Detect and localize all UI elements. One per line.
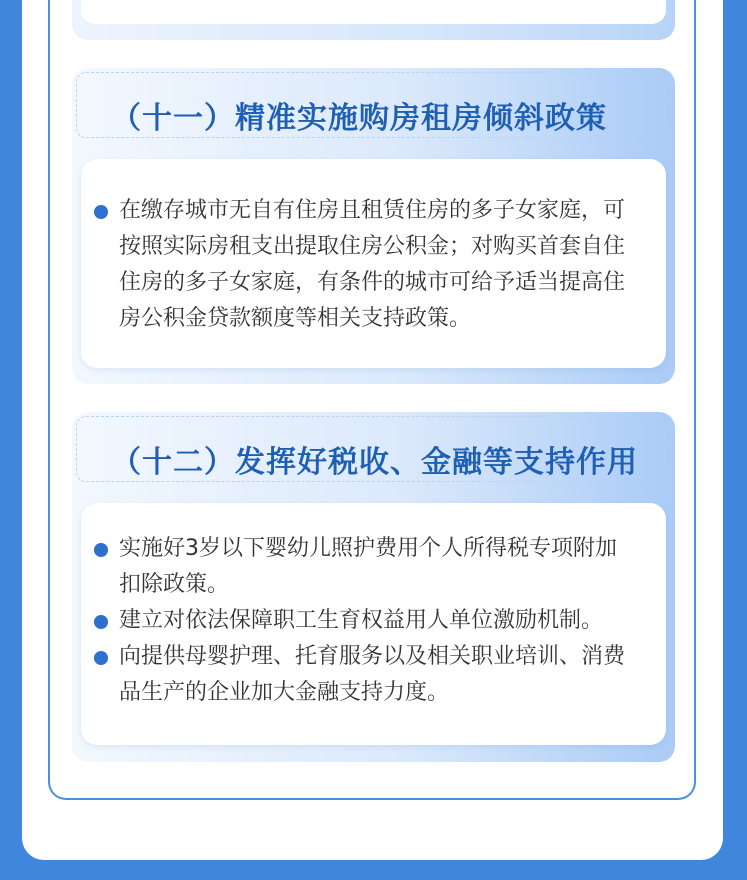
bullet-icon	[94, 651, 108, 665]
list-item-text: 在缴存城市无自有住房且租赁住房的多子女家庭，可按照实际房租支出提取住房公积金；对购买首套自住住房的多子女家庭，有条件的城市可给予适当提高住房公积金贷款额度等相关支持政策。	[119, 198, 626, 331]
list-item	[81, 603, 638, 639]
list-item	[81, 531, 638, 603]
previous-section-bottom	[72, 0, 675, 40]
bullet-icon	[94, 543, 108, 557]
list-item-text: 向提供母婴护理、托育服务以及相关职业培训、消费品生产的企业加大金融支持力度。	[119, 644, 626, 705]
list-item-text: 建立对依法保障职工生育权益用人单位激励机制。	[119, 608, 604, 633]
section-header	[76, 416, 665, 482]
section-header	[76, 72, 665, 138]
section-title: （十二）发挥好税收、金融等支持作用	[111, 445, 638, 480]
list-item	[81, 639, 638, 711]
section-body	[81, 503, 666, 745]
bullet-icon	[94, 205, 108, 219]
list-item-text: 实施好3岁以下婴幼儿照护费用个人所得税专项附加扣除政策。	[119, 536, 617, 597]
list-item	[81, 193, 638, 337]
section-tax-finance	[72, 412, 675, 762]
section-body	[81, 159, 666, 368]
previous-section-body	[81, 0, 666, 24]
section-title: （十一）精准实施购房租房倾斜政策	[111, 101, 607, 136]
bullet-icon	[94, 615, 108, 629]
section-housing	[72, 68, 675, 384]
